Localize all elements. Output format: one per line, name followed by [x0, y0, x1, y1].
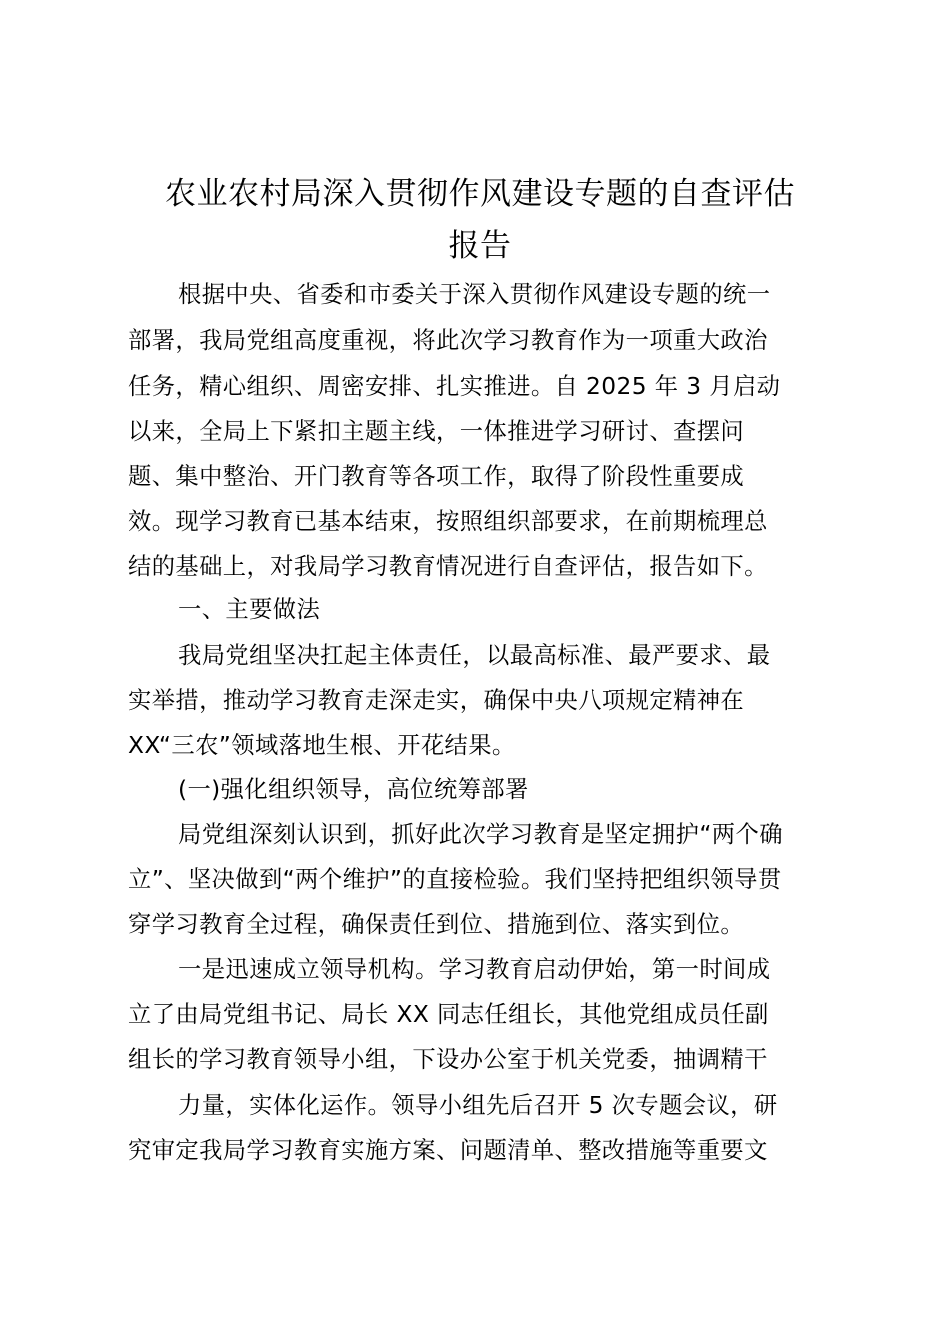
paragraph-line: 我局党组坚决扛起主体责任，以最高标准、最严要求、最	[178, 642, 771, 669]
paragraph-line: 组长的学习教育领导小组，下设办公室于机关党委，抽调精干	[128, 1046, 768, 1073]
paragraph-line: 根据中央、省委和市委关于深入贯彻作风建设专题的统一	[178, 281, 771, 308]
paragraph-line: XX“三农”领域落地生根、开花结果。	[128, 732, 516, 759]
paragraph-line: 立了由局党组书记、局长 XX 同志任组长，其他党组成员任副	[128, 1001, 769, 1028]
paragraph-line: 穿学习教育全过程，确保责任到位、措施到位、落实到位。	[128, 911, 745, 938]
paragraph-line: 一是迅速成立领导机构。学习教育启动伊始，第一时间成	[178, 956, 771, 983]
paragraph-line: 部署，我局党组高度重视，将此次学习教育作为一项重大政治	[128, 327, 768, 354]
paragraph-line: 效。现学习教育已基本结束，按照组织部要求，在前期梳理总	[128, 508, 768, 535]
section-heading: 一、主要做法	[178, 596, 321, 623]
paragraph-line: 局党组深刻认识到，抓好此次学习教育是坚定拥护“两个确	[178, 821, 783, 848]
document-title-line-1: 农业农村局深入贯彻作风建设专题的自查评估	[165, 176, 795, 212]
document-title-line-2: 报告	[448, 228, 512, 264]
paragraph-line: 结的基础上，对我局学习教育情况进行自查评估，报告如下。	[128, 553, 768, 580]
paragraph-line: 究审定我局学习教育实施方案、问题清单、整改措施等重要文	[128, 1137, 768, 1164]
paragraph-line: 任务，精心组织、周密安排、扎实推进。自 2025 年 3 月启动	[128, 373, 781, 400]
paragraph-line: 力量，实体化运作。领导小组先后召开 5 次专题会议，研	[178, 1092, 778, 1119]
paragraph-line: 实举措，推动学习教育走深走实，确保中央八项规定精神在	[128, 687, 745, 714]
paragraph-line: 题、集中整治、开门教育等各项工作，取得了阶段性重要成	[128, 463, 745, 490]
paragraph-line: 以来，全局上下紧扣主题主线，一体推进学习研讨、查摆问	[128, 418, 745, 445]
paragraph-line: 立”、坚决做到“两个维护”的直接检验。我们坚持把组织领导贯	[128, 866, 782, 893]
subsection-heading: (一)强化组织领导，高位统筹部署	[178, 776, 529, 803]
